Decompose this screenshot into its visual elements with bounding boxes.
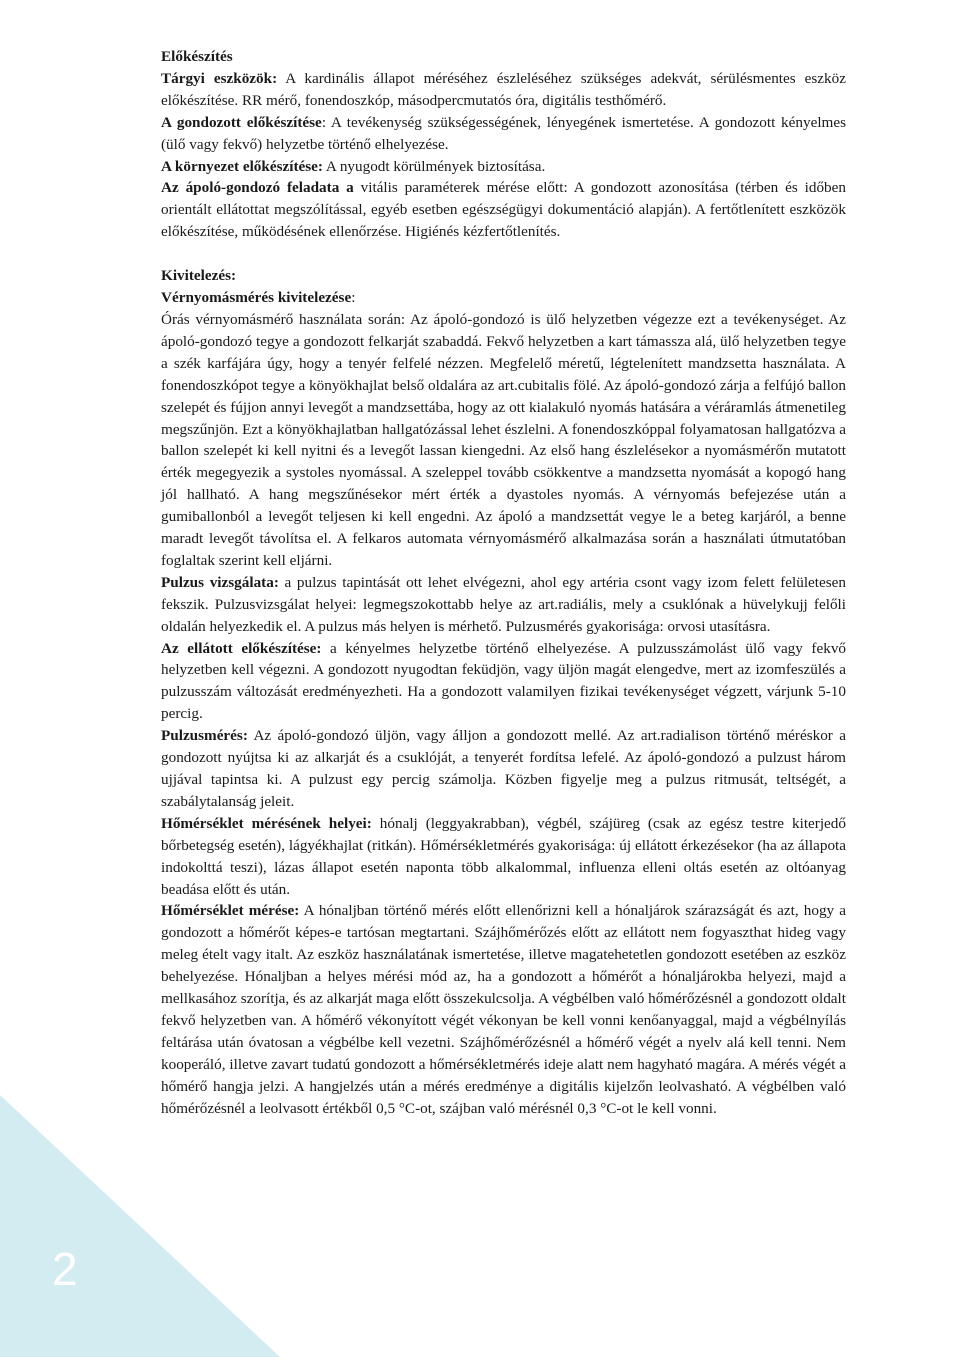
text-equipment: A kardinális állapot méréséhez észleléséhez szükséges adekvát, sérülésmentes eszköz előkészítése. RR mérő, fonendoszkóp, másodpercmutatós óra, digitális testhőmérő. [161,69,846,109]
paragraph-nurse-task [161,177,846,243]
text-pulse-measure: Az ápoló-gondozó üljön, vagy álljon a gondozott mellé. Az art.radialison történő méréskor a gondozott nyújtsa ki az alkarját és a csuklóját, a tenyerét fordítsa lefelé. Az ápoló-gondozó a pulzust három ujjával tapintsa ki. A pulzust egy percig számolja. Közben figyelje meg a pulzus ritmusát, teltségét, a szabálytalanság jeleit. [161,727,846,810]
text-temp-measure: A hónaljban történő mérés előtt ellenőrizni kell a hónaljárok szárazságát és azt, hogy a gondozott a hőmérőt képes-e tartósan megtartani. Szájhőmérőzés előtt az ellátott nem fogyaszthat hideg vagy meleg ételt vagy italt. Az eszköz használatának ismertetése, illetve magatehetetlen gondozott esetében az eszköz behelyezése. Hónaljban a helyes mérési mód az, ha a gondozott a hőmérőt a hónaljárokba helyezi, majd a mellkasához szorítja, és az alkarját maga előtt összekulcsolja. A végbélben való hőmérőzésnél a gondozott oldalt fekvő helyzetben van. A hőmérő vékonyított végét vékonyan be kell vonni kenőanyaggal, majd a végbélnyílás feltárása után óvatosan a végbélbe kell vezetni. Szájhőmérőzésnél a hőmérő végét a nyelv alá kell tenni. Nem kooperáló, illetve zavart tudatú gondozott a hőmérsékletmérés ideje alatt nem hagyható magára. A mérés végét a hőmérő hangja jelzi. A hangjelzés után a mérés eredménye a digitális kijelzőn leolvasható. A végbélben való hőmérőzésnél a leolvasott értékből 0,5 °C-ot, szájban való mérésnél 0,3 °C-ot le kell vonni. [161,902,846,1117]
lead-pulse-exam: Pulzus vizsgálata: [161,573,279,591]
paragraph-temp-sites [161,813,846,901]
lead-temp-measure: Hőmérséklet mérése: [161,902,300,920]
paragraph-pulse-exam [161,572,846,638]
lead-pulse-measure: Pulzusmérés: [161,727,248,745]
lead-blood-pressure: Vérnyomásmérés kivitelezése [161,289,352,307]
lead-patient-prep: A gondozott előkészítése [161,113,322,131]
heading-blood-pressure [161,287,846,309]
paragraph-environment [161,156,846,178]
text-environment: A nyugodt körülmények biztosítása. [322,157,546,175]
paragraph-temp-measure [161,900,846,1119]
section-title-execution: Kivitelezés: [161,267,237,285]
lead-equipment: Tárgyi eszközök: [161,69,278,87]
text-pulse-exam: a pulzus tapintását ott lehet elvégezni, ahol egy artéria csont vagy izom felett felületesen fekszik. Pulzusvizsgálat helyei: legmegszokottabb helye az art.radiális, mely a csuklónak a hüvelykujj felőli oldalán helyezkedik el. A pulzus más helyen is mérhető. Pulzusmérés gyakorisága: orvosi utasításra. [161,573,846,635]
colon: : [351,289,356,307]
lead-patient-prep-2: Az ellátott előkészítése: [161,639,322,657]
paragraph-patient-prep [161,112,846,156]
text-patient-prep-2: a kényelmes helyzetbe történő elhelyezése. A pulzusszámolást ülő vagy fekvő helyzetben kell végezni. A gondozott nyugodtan feküdjön, vagy üljön magát elengedve, mert az izomfeszülés a pulzusszám változását eredményezheti. Ha a gondozott valamilyen fizikai tevékenységet végzett, várjunk 5-10 percig. [161,639,847,723]
document-body [161,46,846,1120]
lead-temp-sites: Hőmérséklet mérésének helyei: [161,814,372,832]
text-patient-prep: : A tevékenység szükségességének, lényegének ismertetése. A gondozott kényelmes (ülő vagy fekvő) helyzetbe történő elhelyezése. [161,113,847,153]
lead-environment: A környezet előkészítése: [161,157,323,175]
text-nurse-task: vitális paraméterek mérése előtt: A gondozott azonosítása (térben és időben orientált ellátottat megszólítással, egyéb esetben egészségügyi dokumentáció alapján). A fertőtlenített eszközök előkészítése, működésének ellenőrzése. Higiénés kézfertőtlenítés. [161,179,846,241]
text-temp-sites: hónalj (leggyakrabban), végbél, szájüreg (csak az egész testre kiterjedő bőrbetegség esetén), lágyékhajlat (ritkán). Hőmérsékletmérés gyakorisága: új ellátott érkezésekor (ha az állapota indokolttá teszi), lázas állapot esetén naponta több alkalommal, influenza elleni oltás esetén az oltóanyag beadása előtt és után. [161,814,846,898]
lead-nurse-task: Az ápoló-gondozó feladata a [161,179,354,197]
corner-decoration [0,1095,280,1357]
section-title-preparation: Előkészítés [161,48,233,65]
paragraph-pulse-measure [161,725,846,813]
paragraph-patient-prep-2 [161,638,846,726]
paragraph-blood-pressure: Órás vérnyomásmérő használata során: Az ápoló-gondozó is ülő helyzetben végezze ezt a tevékenységet. Az ápoló-gondozó tegye a gondozott felkarját szabaddá. Fekvő helyzetben a kart támassza alá, ülő helyzetben tegye a szék karfájára úgy, hogy a tenyér felfelé nézzen. Megfelelő méretű, légtelenített mandzsetta használata. A fonendoszkópot tegye a könyökhajlat belső oldalára az art.cubitalis fölé. Az ápoló-gondozó zárja a felfújó ballon szelepét és fújjon annyi levegőt a mandzsettába, hogy az ott kialakuló nyomás hatására a véráramlás átmenetileg megszűnjön. Ezt a könyökhajlatban hallgatózással lehet észlelni. A fonendoszkóppal folyamatosan hallgatózva a ballon szelepét ki kell nyitni és a levegőt lassan kiengedni. Az első hang észlelésekor a nyomásmérőn mutatott érték megegyezik a systoles nyomással. A szeleppel tovább csökkentve a mandzsetta nyomását a kopogó hang jól hallható. A hang megszűnésekor mért érték a dyastoles nyomás. A vérnyomás befejezése után a gumiballonból a levegőt teljesen ki kell engedni. Az ápoló a mandzsettát vegye le a beteg karjáról, a benne maradt levegőt távolítsa el. A felkaros automata vérnyomásmérő alkalmazása során a használati útmutatóban foglaltak szerint kell eljárni. [161,310,846,569]
paragraph-equipment [161,68,846,112]
page-number: 2 [52,1243,78,1295]
